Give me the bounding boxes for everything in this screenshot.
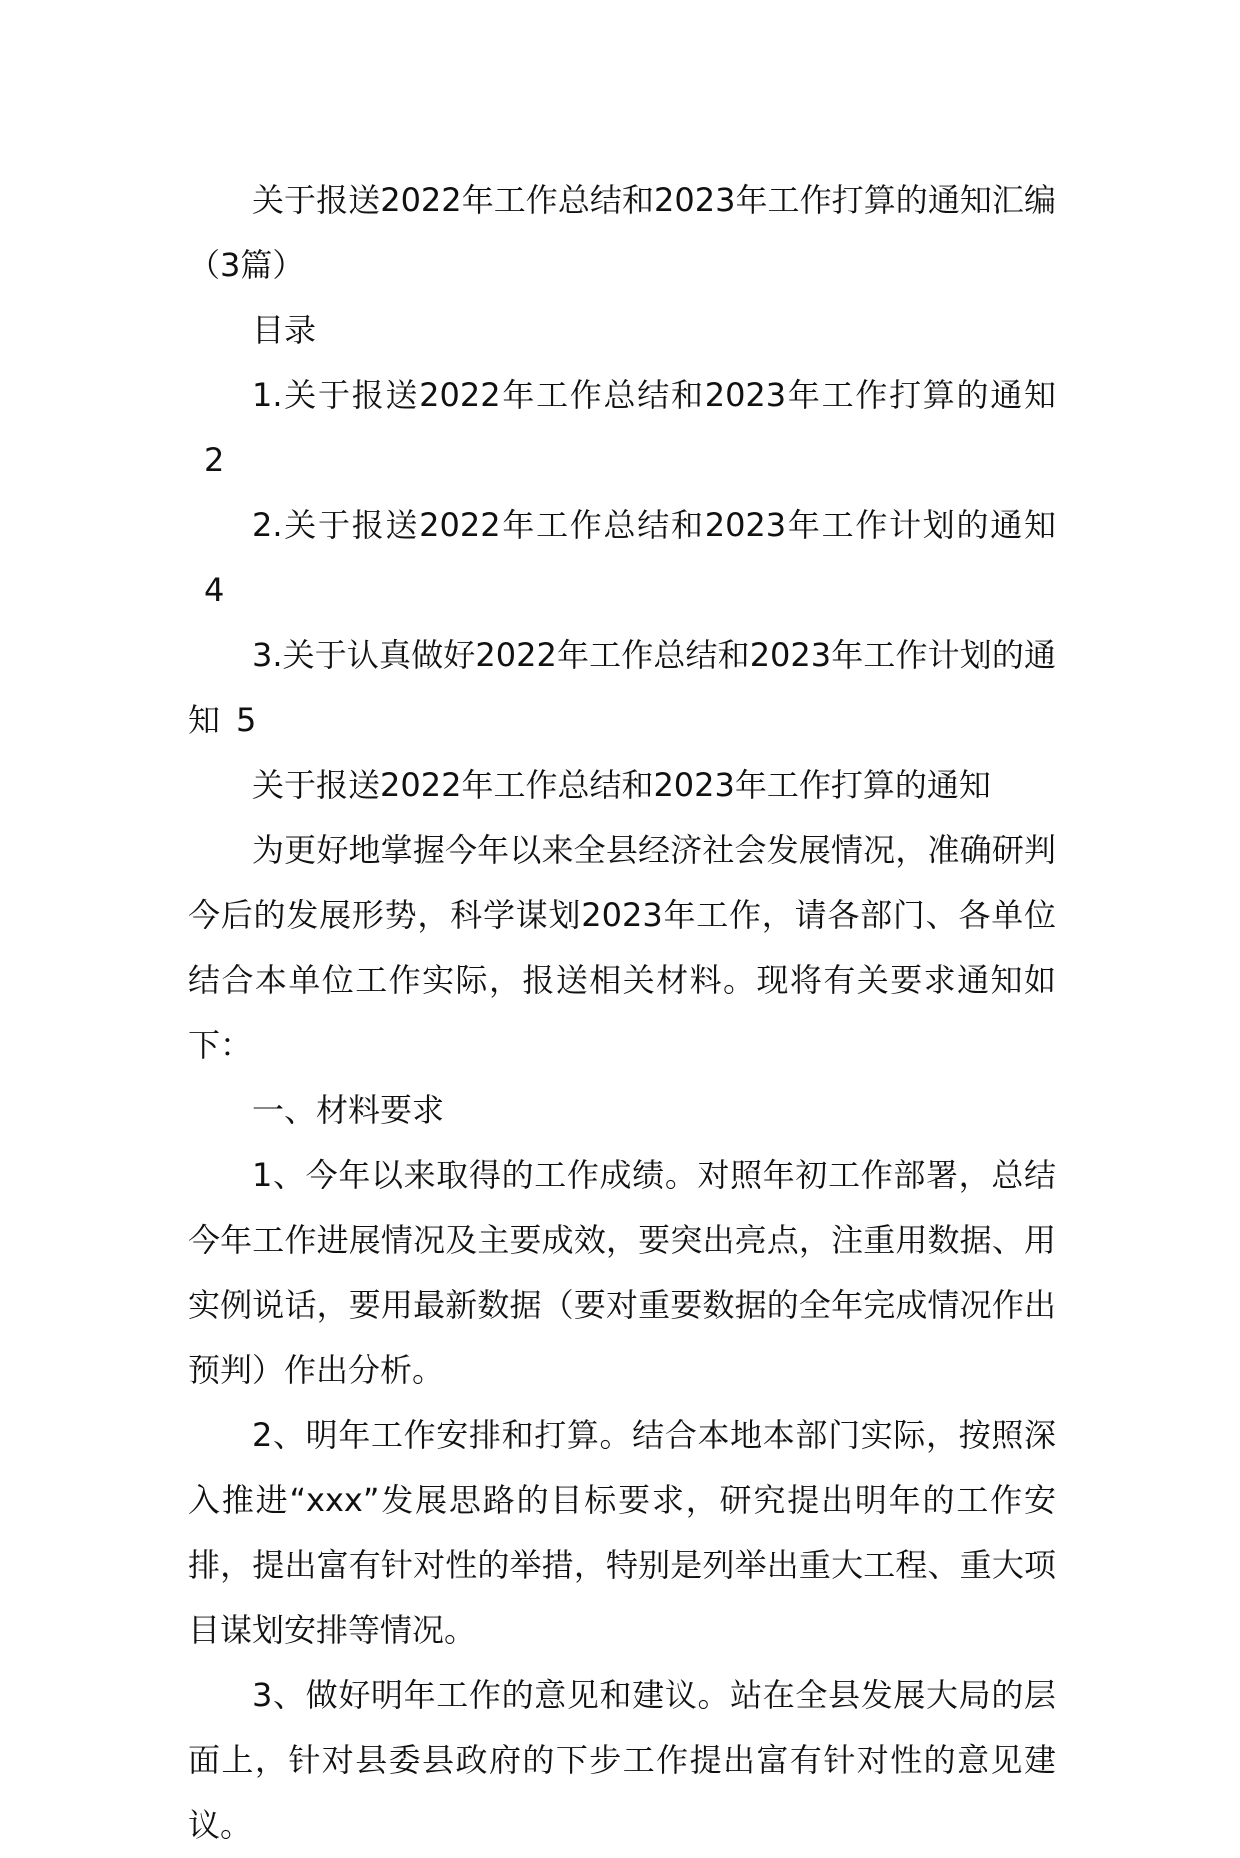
heading-materials: 一、材料要求	[252, 1091, 445, 1129]
toc-item-page: 2	[204, 441, 225, 479]
intro-paragraph: 为更好地掌握今年以来全县经济社会发展情况，准确研判今后的发展形势，科学谋划2023年工作，请各部门、各单位结合本单位工作实际，报送相关材料。现将有关要求通知如下：	[188, 831, 1056, 1064]
toc-item-page: 5	[236, 701, 257, 739]
toc-item-label: 3.关于认真做好2022年工作总结和2023年工作计划的通知	[188, 636, 1056, 739]
toc-heading: 目录	[252, 311, 317, 349]
toc-item-3	[188, 623, 1056, 753]
paragraph-item-1: 1、今年以来取得的工作成绩。对照年初工作部署，总结今年工作进展情况及主要成效，要突出亮点，注重用数据、用实例说话，要用最新数据（要对重要数据的全年完成情况作出预判）作出分析。	[188, 1156, 1056, 1389]
toc-item-1	[188, 363, 1056, 493]
toc-item-page: 4	[204, 571, 225, 609]
toc-item-2	[188, 493, 1056, 623]
document-title: 关于报送2022年工作总结和2023年工作打算的通知汇编（3篇）	[188, 181, 1056, 284]
document-body	[188, 168, 1056, 1858]
section-title: 关于报送2022年工作总结和2023年工作打算的通知	[252, 766, 991, 804]
toc-item-label: 1.关于报送2022年工作总结和2023年工作打算的通知	[252, 376, 1056, 414]
paragraph-item-2: 2、明年工作安排和打算。结合本地本部门实际，按照深入推进“xxx”发展思路的目标要求，研究提出明年的工作安排，提出富有针对性的举措，特别是列举出重大工程、重大项目谋划安排等情况。	[188, 1416, 1056, 1649]
paragraph-item-3: 3、做好明年工作的意见和建议。站在全县发展大局的层面上，针对县委县政府的下步工作提出富有针对性的意见建议。	[188, 1676, 1056, 1844]
toc-item-label: 2.关于报送2022年工作总结和2023年工作计划的通知	[252, 506, 1056, 544]
